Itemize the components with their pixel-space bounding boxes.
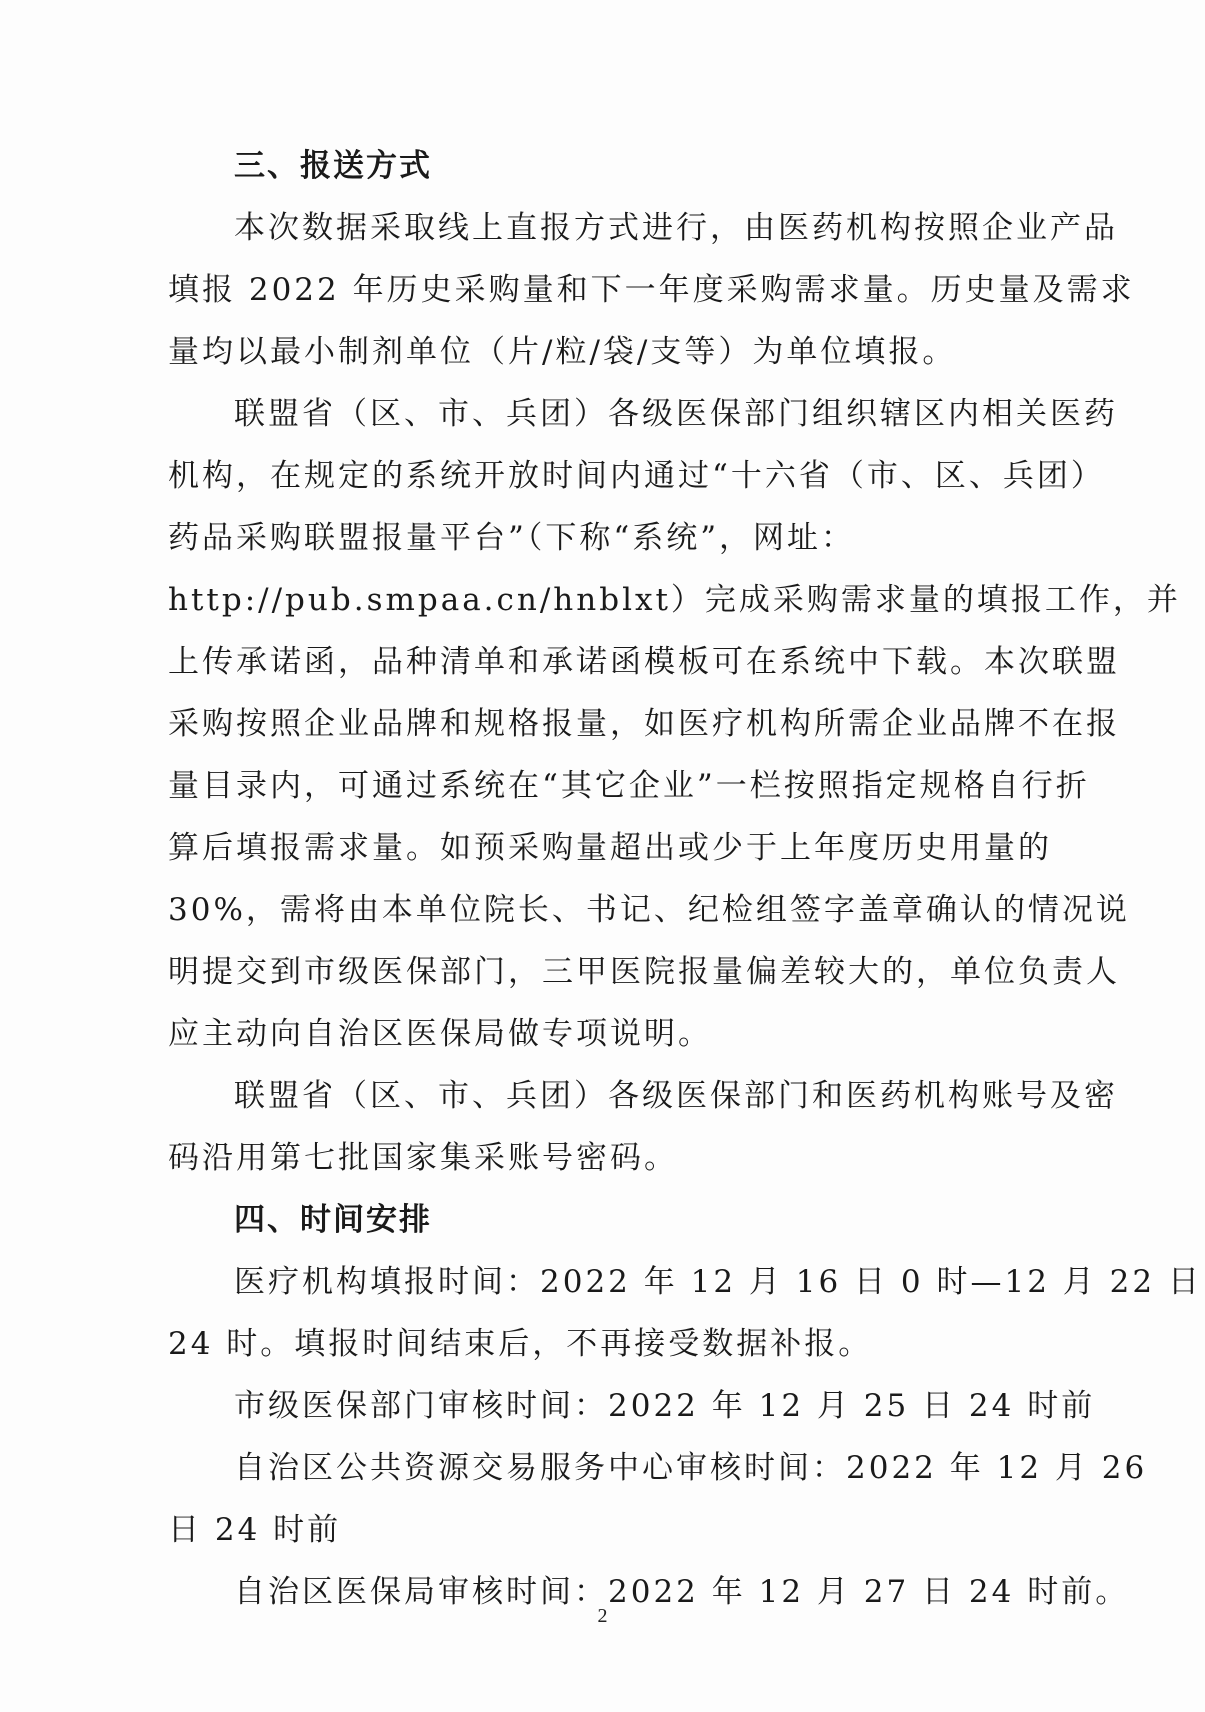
paragraph-line: 明提交到市级医保部门，三甲医院报量偏差较大的，单位负责人 (168, 954, 1120, 990)
paragraph-line: 上传承诺函，品种清单和承诺函模板可在系统中下载。本次联盟 (168, 644, 1120, 680)
schedule-line: 医疗机构填报时间：2022 年 12 月 16 日 0 时—12 月 22 日 (234, 1264, 1202, 1300)
page-number: 2 (597, 1605, 608, 1627)
section-heading-schedule: 四、时间安排 (234, 1202, 432, 1238)
schedule-line: 自治区公共资源交易服务中心审核时间：2022 年 12 月 26 (234, 1450, 1148, 1486)
schedule-line: 日 24 时前 (168, 1512, 342, 1548)
paragraph-line: 机构，在规定的系统开放时间内通过“十六省（市、区、兵团） (168, 458, 1105, 494)
paragraph-line-url: http://pub.smpaa.cn/hnblxt）完成采购需求量的填报工作，并 (168, 582, 1181, 618)
paragraph-line: 联盟省（区、市、兵团）各级医保部门和医药机构账号及密 (234, 1078, 1118, 1114)
paragraph-line: 码沿用第七批国家集采账号密码。 (168, 1140, 678, 1176)
paragraph-line: 算后填报需求量。如预采购量超出或少于上年度历史用量的 (168, 830, 1052, 866)
paragraph-line: 填报 2022 年历史采购量和下一年度采购需求量。历史量及需求 (168, 272, 1135, 308)
schedule-line: 市级医保部门审核时间：2022 年 12 月 25 日 24 时前 (234, 1388, 1096, 1424)
paragraph-line: 应主动向自治区医保局做专项说明。 (168, 1016, 712, 1052)
paragraph-line: 药品采购联盟报量平台”（下称“系统”，网址： (168, 520, 856, 556)
paragraph-line: 量目录内，可通过系统在“其它企业”一栏按照指定规格自行折 (168, 768, 1090, 804)
paragraph-line: 量均以最小制剂单位（片/粒/袋/支等）为单位填报。 (168, 334, 957, 370)
paragraph-line: 采购按照企业品牌和规格报量，如医疗机构所需企业品牌不在报 (168, 706, 1120, 742)
paragraph-line: 联盟省（区、市、兵团）各级医保部门组织辖区内相关医药 (234, 396, 1118, 432)
paragraph-line: 本次数据采取线上直报方式进行，由医药机构按照企业产品 (234, 210, 1118, 246)
paragraph-line: 30%，需将由本单位院长、书记、纪检组签字盖章确认的情况说 (168, 892, 1130, 928)
document-body (168, 135, 1202, 1623)
section-heading-submission-method: 三、报送方式 (234, 148, 432, 184)
schedule-line: 自治区医保局审核时间：2022 年 12 月 27 日 24 时前。 (234, 1574, 1130, 1610)
schedule-line: 24 时。填报时间结束后，不再接受数据补报。 (168, 1326, 873, 1362)
